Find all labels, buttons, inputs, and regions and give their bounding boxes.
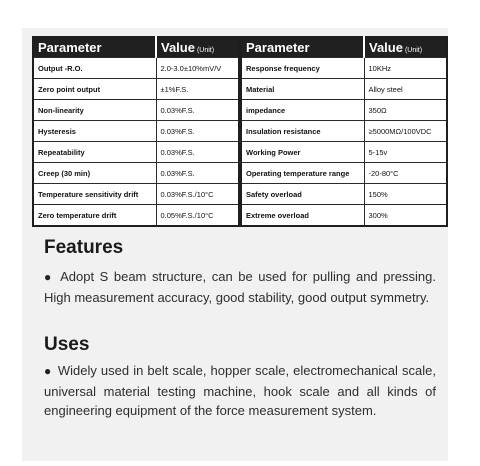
parameter-cell: Non-linearity <box>33 100 156 121</box>
value-cell: 150% <box>364 184 447 205</box>
parameter-header: Parameter <box>241 37 364 58</box>
spec-table-right <box>240 36 448 227</box>
table-row <box>33 100 239 121</box>
value-cell: 0.03%F.S. <box>156 121 239 142</box>
uses-text <box>44 361 436 421</box>
table-row <box>241 58 447 79</box>
uses-body: Widely used in belt scale, hopper scale, electromechanical scale, universal material testing machine, hook scale and all kinds of engineering equipment of the force measurement system. <box>44 363 436 418</box>
table-row <box>241 205 447 227</box>
table-row <box>241 184 447 205</box>
parameter-cell: impedance <box>241 100 364 121</box>
value-cell: 10KHz <box>364 58 447 79</box>
value-cell: 0.03%F.S./10°C <box>156 184 239 205</box>
value-cell: -20-80°C <box>364 163 447 184</box>
table-row <box>33 79 239 100</box>
uses-heading: Uses <box>44 334 90 355</box>
unit-label: (Unit) <box>196 47 215 54</box>
parameter-cell: Zero point output <box>33 79 156 100</box>
value-header: Value (Unit) <box>364 37 447 58</box>
value-cell: Alloy steel <box>364 79 447 100</box>
value-cell: ≥5000MΩ/100VDC <box>364 121 447 142</box>
value-cell: 0.03%F.S. <box>156 100 239 121</box>
table-row <box>241 100 447 121</box>
parameter-cell: Temperature sensitivity drift <box>33 184 156 205</box>
table-row <box>241 163 447 184</box>
features-text <box>44 267 436 307</box>
value-cell: 2.0-3.0±10%mV/V <box>156 58 239 79</box>
table-row <box>33 163 239 184</box>
table-row <box>241 142 447 163</box>
parameter-cell: Extreme overload <box>241 205 364 227</box>
parameter-cell: Creep (30 min) <box>33 163 156 184</box>
table-row <box>33 142 239 163</box>
value-header: Value (Unit) <box>156 37 239 58</box>
parameter-cell: Operating temperature range <box>241 163 364 184</box>
table-row <box>33 184 239 205</box>
table-header-row <box>241 37 447 58</box>
bullet-icon: ● <box>44 364 52 378</box>
value-cell: 0.03%F.S. <box>156 163 239 184</box>
value-cell: ±1%F.S. <box>156 79 239 100</box>
parameter-header: Parameter <box>33 37 156 58</box>
parameter-cell: Insulation resistance <box>241 121 364 142</box>
table-row <box>33 205 239 227</box>
bullet-icon: ● <box>44 270 54 284</box>
features-body: Adopt S beam structure, can be used for pulling and pressing. High measurement accuracy, good stability, good output symmetry. <box>44 269 436 305</box>
parameter-cell: Response frequency <box>241 58 364 79</box>
parameter-cell: Material <box>241 79 364 100</box>
parameter-cell: Safety overload <box>241 184 364 205</box>
value-cell: 5-15v <box>364 142 447 163</box>
table-row <box>241 79 447 100</box>
value-cell: 300% <box>364 205 447 227</box>
parameter-cell: Output -R.O. <box>33 58 156 79</box>
unit-label: (Unit) <box>404 47 423 54</box>
spec-table-left <box>32 36 240 227</box>
table-header-row <box>33 37 239 58</box>
table-row <box>241 121 447 142</box>
parameter-cell: Hysteresis <box>33 121 156 142</box>
value-cell: 0.05%F.S./10°C <box>156 205 239 227</box>
value-cell: 350Ω <box>364 100 447 121</box>
parameter-cell: Repeatability <box>33 142 156 163</box>
parameter-cell: Working Power <box>241 142 364 163</box>
table-row <box>33 121 239 142</box>
parameter-cell: Zero temperature drift <box>33 205 156 227</box>
table-row <box>33 58 239 79</box>
features-heading: Features <box>44 237 124 258</box>
value-cell: 0.03%F.S. <box>156 142 239 163</box>
